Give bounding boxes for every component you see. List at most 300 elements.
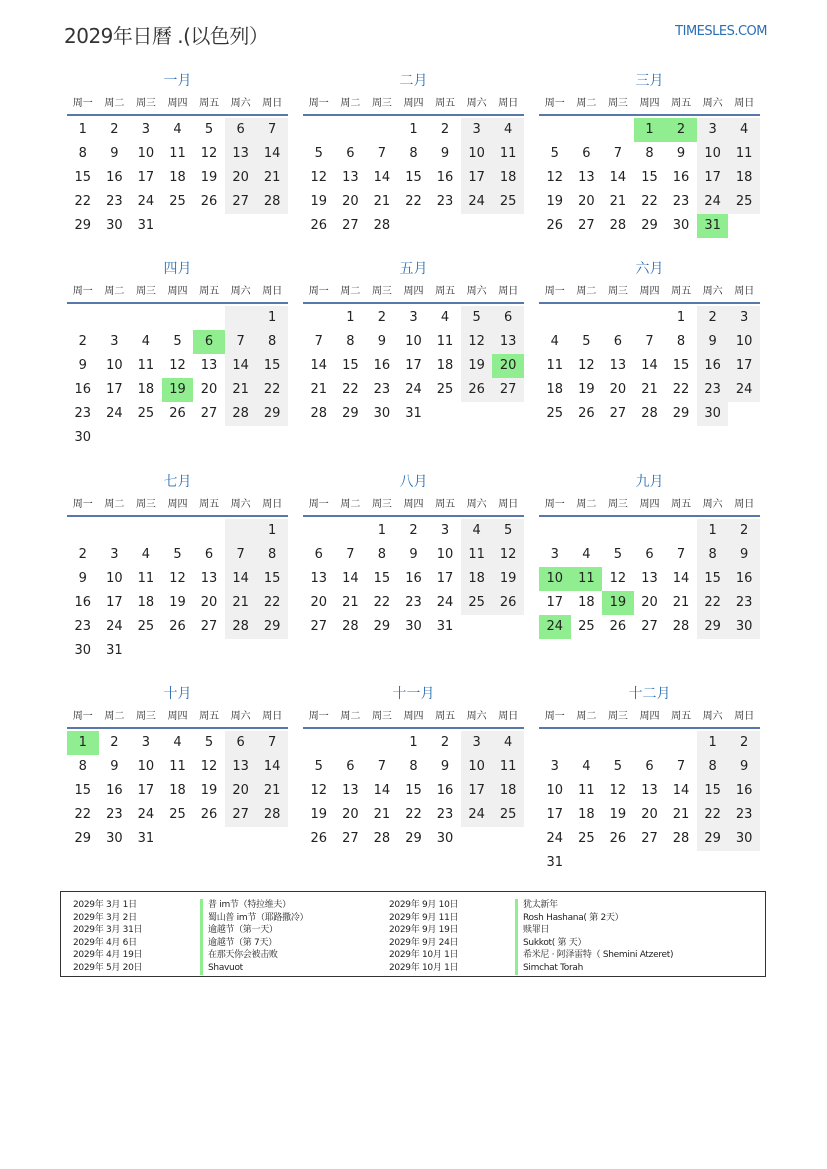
day-cell: 15 bbox=[256, 567, 288, 591]
day-cell: 22 bbox=[74, 194, 92, 209]
day-cell: 21 bbox=[373, 807, 391, 822]
month-6 bbox=[539, 260, 760, 426]
day-cell: 12 bbox=[310, 170, 328, 185]
day-cell: 25 bbox=[728, 190, 760, 214]
day-cell: 19 bbox=[200, 783, 218, 798]
day-cell: 20 bbox=[641, 595, 658, 610]
site-link[interactable]: TIMESLES.COM bbox=[675, 24, 767, 39]
day-cell: 21 bbox=[225, 378, 257, 402]
weekday-label: 周四 bbox=[639, 98, 660, 109]
day-cell: 20 bbox=[609, 382, 627, 397]
day-cell: 3 bbox=[728, 306, 760, 330]
day-cell: 11 bbox=[137, 358, 155, 373]
day-grid bbox=[67, 731, 288, 851]
day-cell: 2 bbox=[728, 731, 760, 755]
day-grid bbox=[539, 118, 760, 238]
day-cell: 15 bbox=[256, 354, 288, 378]
weekday-label: 周一 bbox=[544, 286, 565, 297]
holiday-date: 2029年 3月 2日 bbox=[73, 912, 137, 923]
day-cell: 13 bbox=[225, 755, 257, 779]
day-cell: 22 bbox=[697, 591, 729, 615]
day-cell: 25 bbox=[492, 190, 524, 214]
day-cell: 16 bbox=[728, 779, 760, 803]
day-cell: 17 bbox=[106, 595, 123, 610]
day-grid bbox=[303, 118, 524, 238]
day-cell: 12 bbox=[169, 358, 186, 373]
empty-day bbox=[130, 306, 162, 330]
day-cell: 14 bbox=[256, 755, 288, 779]
weekday-label: 周六 bbox=[702, 711, 723, 722]
day-cell: 18 bbox=[492, 779, 524, 803]
empty-day bbox=[193, 306, 225, 330]
day-cell: 9 bbox=[78, 571, 87, 586]
day-cell: 18 bbox=[728, 166, 760, 190]
month-3 bbox=[539, 72, 760, 238]
day-cell: 13 bbox=[200, 358, 218, 373]
month-4 bbox=[67, 260, 288, 450]
weekday-label: 周四 bbox=[639, 286, 660, 297]
day-cell: 6 bbox=[346, 759, 355, 774]
day-cell: 27 bbox=[225, 803, 257, 827]
holiday-date: 2029年 10月 1日 bbox=[389, 950, 459, 961]
holiday-name: 蜀山普 im节（耶路撒冷） bbox=[200, 912, 308, 925]
day-cell: 18 bbox=[169, 783, 186, 798]
empty-day bbox=[634, 519, 666, 543]
day-cell: 5 bbox=[461, 306, 493, 330]
day-cell: 31 bbox=[436, 619, 454, 634]
day-cell: 11 bbox=[492, 142, 524, 166]
holiday-day-cell: 11 bbox=[571, 567, 603, 591]
day-grid bbox=[303, 731, 524, 851]
weekday-label: 周二 bbox=[104, 711, 125, 722]
day-cell: 16 bbox=[436, 170, 454, 185]
page-title: 2029年日曆 .(以色列） bbox=[64, 24, 269, 48]
holiday-date: 2029年 10月 1日 bbox=[389, 962, 459, 973]
empty-day bbox=[303, 118, 335, 142]
holiday-date: 2029年 3月 31日 bbox=[73, 925, 143, 936]
day-cell: 15 bbox=[641, 170, 658, 185]
day-cell: 2 bbox=[78, 334, 87, 349]
day-cell: 6 bbox=[314, 547, 323, 562]
holiday-day-cell: 19 bbox=[602, 591, 634, 615]
weekday-label: 周一 bbox=[308, 98, 329, 109]
empty-day bbox=[193, 519, 225, 543]
day-cell: 22 bbox=[342, 382, 359, 397]
empty-day bbox=[571, 306, 603, 330]
day-cell: 17 bbox=[546, 595, 564, 610]
day-cell: 4 bbox=[141, 547, 151, 562]
month-name: 十二月 bbox=[628, 686, 671, 702]
day-cell: 13 bbox=[492, 330, 524, 354]
holiday-date: 2029年 9月 11日 bbox=[389, 912, 459, 923]
day-cell: 1 bbox=[409, 122, 418, 137]
day-cell: 16 bbox=[728, 567, 760, 591]
weekday-header bbox=[303, 94, 524, 116]
day-cell: 14 bbox=[672, 571, 690, 586]
day-cell: 18 bbox=[492, 166, 524, 190]
day-cell: 3 bbox=[697, 118, 729, 142]
day-cell: 25 bbox=[492, 803, 524, 827]
day-cell: 11 bbox=[461, 543, 493, 567]
day-cell: 9 bbox=[440, 146, 450, 161]
weekday-label: 周二 bbox=[340, 499, 361, 510]
day-cell: 15 bbox=[373, 571, 391, 586]
empty-day bbox=[571, 118, 603, 142]
day-cell: 4 bbox=[461, 519, 493, 543]
day-cell: 14 bbox=[225, 567, 257, 591]
day-cell: 30 bbox=[405, 619, 422, 634]
day-cell: 5 bbox=[613, 759, 623, 774]
empty-day bbox=[602, 731, 634, 755]
day-cell: 24 bbox=[137, 194, 155, 209]
month-1 bbox=[67, 72, 288, 238]
day-cell: 15 bbox=[342, 358, 359, 373]
weekday-label: 周二 bbox=[104, 499, 125, 510]
empty-day bbox=[303, 306, 335, 330]
day-cell: 3 bbox=[110, 334, 119, 349]
day-cell: 25 bbox=[137, 406, 155, 421]
day-cell: 3 bbox=[141, 122, 151, 137]
holiday-name: 逾越节（第 7天） bbox=[200, 937, 308, 950]
day-cell: 7 bbox=[225, 330, 257, 354]
day-cell: 10 bbox=[137, 146, 155, 161]
weekday-header bbox=[303, 707, 524, 729]
day-cell: 28 bbox=[256, 803, 288, 827]
day-cell: 23 bbox=[697, 378, 729, 402]
day-cell: 2 bbox=[440, 735, 450, 750]
empty-day bbox=[634, 731, 666, 755]
day-cell: 19 bbox=[310, 194, 328, 209]
day-cell: 5 bbox=[314, 146, 323, 161]
day-cell: 18 bbox=[546, 382, 564, 397]
day-cell: 1 bbox=[676, 310, 686, 325]
day-cell: 20 bbox=[342, 194, 359, 209]
day-cell: 23 bbox=[106, 194, 123, 209]
day-cell: 5 bbox=[613, 547, 623, 562]
day-cell: 16 bbox=[405, 571, 422, 586]
day-cell: 8 bbox=[78, 759, 87, 774]
weekday-label: 周五 bbox=[671, 286, 692, 297]
day-cell: 24 bbox=[461, 190, 493, 214]
day-cell: 2 bbox=[409, 523, 418, 538]
month-2 bbox=[303, 72, 524, 238]
day-cell: 17 bbox=[728, 354, 760, 378]
day-cell: 3 bbox=[141, 735, 151, 750]
day-cell: 15 bbox=[697, 567, 729, 591]
day-cell: 10 bbox=[436, 547, 454, 562]
day-cell: 9 bbox=[676, 146, 686, 161]
day-cell: 21 bbox=[672, 807, 690, 822]
day-cell: 14 bbox=[310, 358, 328, 373]
weekday-label: 周六 bbox=[466, 711, 487, 722]
day-cell: 8 bbox=[346, 334, 355, 349]
day-cell: 7 bbox=[645, 334, 654, 349]
day-cell: 26 bbox=[546, 218, 564, 233]
day-cell: 21 bbox=[256, 779, 288, 803]
weekday-label: 周三 bbox=[135, 286, 156, 297]
day-cell: 21 bbox=[373, 194, 391, 209]
day-cell: 26 bbox=[200, 807, 218, 822]
weekday-label: 周四 bbox=[639, 499, 660, 510]
holiday-name: 普 im节（特拉维夫） bbox=[200, 899, 308, 912]
weekday-label: 周日 bbox=[734, 499, 755, 510]
empty-day bbox=[602, 118, 634, 142]
holiday-date: 2029年 9月 19日 bbox=[389, 925, 459, 936]
day-cell: 9 bbox=[377, 334, 387, 349]
weekday-label: 周一 bbox=[72, 499, 93, 510]
weekday-label: 周三 bbox=[371, 98, 392, 109]
day-cell: 23 bbox=[672, 194, 690, 209]
day-cell: 24 bbox=[546, 831, 564, 846]
day-cell: 30 bbox=[672, 218, 690, 233]
day-cell: 27 bbox=[609, 406, 627, 421]
day-cell: 26 bbox=[169, 619, 186, 634]
day-cell: 4 bbox=[550, 334, 559, 349]
month-name: 九月 bbox=[635, 474, 664, 490]
weekday-label: 周五 bbox=[435, 711, 456, 722]
day-cell: 27 bbox=[200, 619, 218, 634]
empty-day bbox=[539, 731, 571, 755]
day-cell: 19 bbox=[492, 567, 524, 591]
day-cell: 14 bbox=[373, 170, 391, 185]
day-cell: 18 bbox=[436, 358, 454, 373]
holiday-name: 逾越节（第一天） bbox=[200, 924, 308, 937]
day-cell: 23 bbox=[436, 194, 454, 209]
day-cell: 12 bbox=[609, 571, 627, 586]
day-cell: 26 bbox=[578, 406, 595, 421]
weekday-label: 周五 bbox=[671, 711, 692, 722]
day-grid bbox=[303, 306, 524, 426]
day-cell: 7 bbox=[346, 547, 355, 562]
day-cell: 8 bbox=[409, 759, 418, 774]
day-cell: 26 bbox=[492, 591, 524, 615]
day-cell: 15 bbox=[405, 783, 422, 798]
holiday-names-col-1 bbox=[200, 899, 308, 975]
day-cell: 27 bbox=[578, 218, 595, 233]
day-cell: 15 bbox=[672, 358, 690, 373]
day-cell: 28 bbox=[373, 831, 391, 846]
empty-day bbox=[303, 519, 335, 543]
day-cell: 6 bbox=[645, 547, 654, 562]
day-cell: 25 bbox=[578, 831, 595, 846]
day-cell: 8 bbox=[256, 543, 288, 567]
day-cell: 28 bbox=[373, 218, 391, 233]
day-cell: 10 bbox=[697, 142, 729, 166]
day-grid bbox=[539, 731, 760, 875]
day-cell: 20 bbox=[200, 382, 218, 397]
day-cell: 18 bbox=[461, 567, 493, 591]
weekday-label: 周一 bbox=[72, 711, 93, 722]
day-cell: 11 bbox=[169, 146, 186, 161]
day-cell: 19 bbox=[169, 595, 186, 610]
month-9 bbox=[539, 473, 760, 639]
day-cell: 31 bbox=[137, 831, 155, 846]
day-cell: 5 bbox=[492, 519, 524, 543]
empty-day bbox=[99, 519, 131, 543]
day-cell: 17 bbox=[405, 358, 422, 373]
empty-day bbox=[162, 306, 194, 330]
weekday-header bbox=[67, 282, 288, 304]
day-cell: 23 bbox=[436, 807, 454, 822]
day-cell: 22 bbox=[405, 807, 422, 822]
weekday-label: 周日 bbox=[262, 286, 283, 297]
day-cell: 24 bbox=[728, 378, 760, 402]
day-cell: 6 bbox=[225, 731, 257, 755]
holiday-date: 2029年 4月 6日 bbox=[73, 937, 137, 948]
day-cell: 25 bbox=[169, 194, 186, 209]
day-cell: 27 bbox=[342, 218, 359, 233]
day-cell: 9 bbox=[728, 755, 760, 779]
day-cell: 23 bbox=[74, 406, 92, 421]
day-cell: 22 bbox=[256, 378, 288, 402]
weekday-label: 周三 bbox=[607, 711, 628, 722]
weekday-header bbox=[67, 495, 288, 517]
weekday-label: 周五 bbox=[435, 499, 456, 510]
day-cell: 4 bbox=[582, 759, 591, 774]
day-cell: 16 bbox=[74, 382, 92, 397]
weekday-label: 周四 bbox=[403, 98, 424, 109]
empty-day bbox=[162, 519, 194, 543]
empty-day bbox=[602, 519, 634, 543]
empty-day bbox=[225, 306, 257, 330]
weekday-label: 周二 bbox=[340, 286, 361, 297]
empty-day bbox=[539, 306, 571, 330]
day-cell: 30 bbox=[436, 831, 454, 846]
day-cell: 19 bbox=[546, 194, 564, 209]
day-cell: 22 bbox=[697, 803, 729, 827]
weekday-label: 周二 bbox=[340, 98, 361, 109]
empty-day bbox=[571, 519, 603, 543]
day-cell: 14 bbox=[609, 170, 627, 185]
day-cell: 22 bbox=[373, 595, 391, 610]
day-cell: 4 bbox=[492, 118, 524, 142]
day-cell: 8 bbox=[78, 146, 87, 161]
day-cell: 28 bbox=[672, 619, 690, 634]
month-name: 四月 bbox=[163, 261, 192, 277]
day-cell: 1 bbox=[377, 523, 387, 538]
day-cell: 3 bbox=[440, 523, 450, 538]
day-cell: 17 bbox=[137, 783, 155, 798]
day-cell: 22 bbox=[641, 194, 658, 209]
weekday-header bbox=[303, 495, 524, 517]
day-grid bbox=[303, 519, 524, 639]
day-cell: 26 bbox=[609, 619, 627, 634]
day-cell: 30 bbox=[728, 615, 760, 639]
holiday-list bbox=[60, 891, 766, 977]
month-name: 六月 bbox=[635, 261, 664, 277]
holiday-name: 在那天你会被击败 bbox=[200, 949, 308, 962]
day-cell: 2 bbox=[78, 547, 87, 562]
day-cell: 30 bbox=[373, 406, 391, 421]
day-cell: 30 bbox=[728, 827, 760, 851]
day-cell: 1 bbox=[697, 519, 729, 543]
holiday-day-cell: 1 bbox=[67, 731, 99, 755]
weekday-label: 周日 bbox=[262, 499, 283, 510]
day-cell: 18 bbox=[137, 382, 155, 397]
day-cell: 27 bbox=[492, 378, 524, 402]
day-cell: 9 bbox=[409, 547, 418, 562]
day-cell: 8 bbox=[377, 547, 387, 562]
day-cell: 23 bbox=[728, 803, 760, 827]
day-cell: 16 bbox=[436, 783, 454, 798]
weekday-label: 周二 bbox=[340, 711, 361, 722]
day-cell: 28 bbox=[256, 190, 288, 214]
empty-day bbox=[67, 519, 99, 543]
weekday-label: 周五 bbox=[435, 98, 456, 109]
weekday-label: 周二 bbox=[104, 98, 125, 109]
holiday-dates-col-1 bbox=[73, 899, 142, 975]
weekday-label: 周五 bbox=[199, 711, 220, 722]
day-cell: 24 bbox=[405, 382, 422, 397]
holiday-name: 犹太新年 bbox=[515, 899, 673, 912]
day-cell: 30 bbox=[106, 218, 123, 233]
day-cell: 16 bbox=[106, 170, 123, 185]
day-cell: 28 bbox=[310, 406, 328, 421]
holiday-day-cell: 6 bbox=[193, 330, 225, 354]
holiday-names-col-2 bbox=[515, 899, 673, 975]
day-cell: 24 bbox=[106, 406, 123, 421]
empty-day bbox=[335, 731, 367, 755]
month-name: 十月 bbox=[163, 686, 192, 702]
weekday-label: 周六 bbox=[466, 286, 487, 297]
day-cell: 15 bbox=[697, 779, 729, 803]
day-cell: 12 bbox=[492, 543, 524, 567]
day-cell: 25 bbox=[169, 807, 186, 822]
weekday-label: 周六 bbox=[466, 98, 487, 109]
holiday-day-cell: 20 bbox=[492, 354, 524, 378]
day-cell: 26 bbox=[461, 378, 493, 402]
day-cell: 29 bbox=[74, 831, 92, 846]
day-cell: 27 bbox=[310, 619, 328, 634]
day-cell: 22 bbox=[74, 807, 92, 822]
day-cell: 10 bbox=[405, 334, 422, 349]
day-cell: 14 bbox=[641, 358, 658, 373]
day-cell: 3 bbox=[550, 759, 559, 774]
day-cell: 21 bbox=[225, 591, 257, 615]
day-cell: 16 bbox=[697, 354, 729, 378]
holiday-day-cell: 1 bbox=[634, 118, 666, 142]
day-cell: 13 bbox=[609, 358, 627, 373]
holiday-name: Rosh Hashana( 第 2天） bbox=[515, 912, 673, 925]
day-cell: 8 bbox=[409, 146, 418, 161]
day-cell: 25 bbox=[461, 591, 493, 615]
month-7 bbox=[67, 473, 288, 663]
weekday-label: 周一 bbox=[308, 711, 329, 722]
weekday-label: 周日 bbox=[262, 711, 283, 722]
day-cell: 7 bbox=[377, 759, 387, 774]
month-12 bbox=[539, 685, 760, 875]
holiday-date: 2029年 3月 1日 bbox=[73, 900, 137, 910]
day-cell: 17 bbox=[137, 170, 155, 185]
day-cell: 8 bbox=[256, 330, 288, 354]
day-cell: 29 bbox=[342, 406, 359, 421]
day-cell: 30 bbox=[106, 831, 123, 846]
day-grid bbox=[67, 519, 288, 663]
day-cell: 19 bbox=[200, 170, 218, 185]
empty-day bbox=[303, 731, 335, 755]
holiday-day-cell: 10 bbox=[539, 567, 571, 591]
weekday-label: 周四 bbox=[639, 711, 660, 722]
day-cell: 17 bbox=[436, 571, 454, 586]
day-cell: 26 bbox=[609, 831, 627, 846]
day-cell: 20 bbox=[200, 595, 218, 610]
day-cell: 11 bbox=[492, 755, 524, 779]
day-cell: 21 bbox=[609, 194, 627, 209]
day-cell: 7 bbox=[676, 547, 686, 562]
month-name: 三月 bbox=[635, 73, 664, 89]
day-cell: 9 bbox=[440, 759, 450, 774]
day-cell: 21 bbox=[641, 382, 658, 397]
